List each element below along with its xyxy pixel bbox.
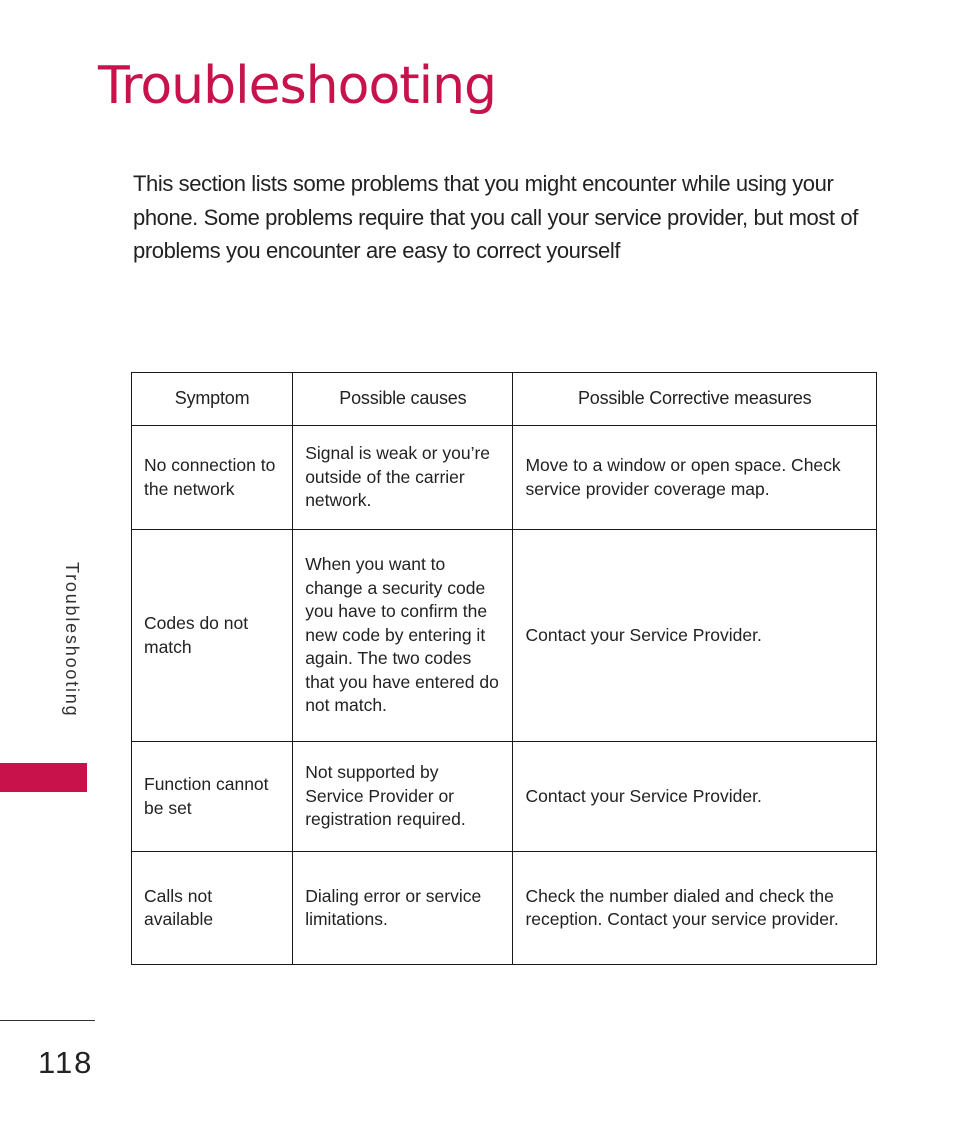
troubleshooting-table (131, 372, 877, 965)
measure-cell: Check the number dialed and check the reception. Contact your service provider. (513, 852, 877, 965)
side-section-label: Troubleshooting (62, 562, 82, 718)
cause-cell: Dialing error or service limitations. (293, 852, 513, 965)
footer-divider (0, 1020, 95, 1021)
symptom-cell: Calls not available (132, 852, 293, 965)
table-row (132, 852, 877, 965)
measure-cell: Contact your Service Provider. (513, 742, 877, 852)
header-symptom: Symptom (132, 373, 293, 426)
table-header-row (132, 373, 877, 426)
cause-cell: When you want to change a security code you have to confirm the new code by entering it again. The two codes that you have entered do not match. (293, 530, 513, 742)
page-title: Troubleshooting (98, 56, 497, 116)
header-possible-causes: Possible causes (293, 373, 513, 426)
section-tab-marker (0, 763, 87, 792)
header-corrective-measures: Possible Corrective measures (513, 373, 877, 426)
cause-cell: Not supported by Service Provider or registration required. (293, 742, 513, 852)
symptom-cell: Function cannot be set (132, 742, 293, 852)
symptom-cell: No connection to the network (132, 426, 293, 530)
measure-cell: Move to a window or open space. Check service provider coverage map. (513, 426, 877, 530)
cause-cell: Signal is weak or you’re outside of the carrier network. (293, 426, 513, 530)
page-number: 118 (38, 1045, 94, 1080)
symptom-cell: Codes do not match (132, 530, 293, 742)
intro-paragraph: This section lists some problems that you might encounter while using your phone. Some problems require that you call your service provider, but most of problems you encounter are easy to correct yourself (133, 171, 858, 263)
table-row (132, 426, 877, 530)
measure-cell: Contact your Service Provider. (513, 530, 877, 742)
table-row (132, 742, 877, 852)
table-row (132, 530, 877, 742)
